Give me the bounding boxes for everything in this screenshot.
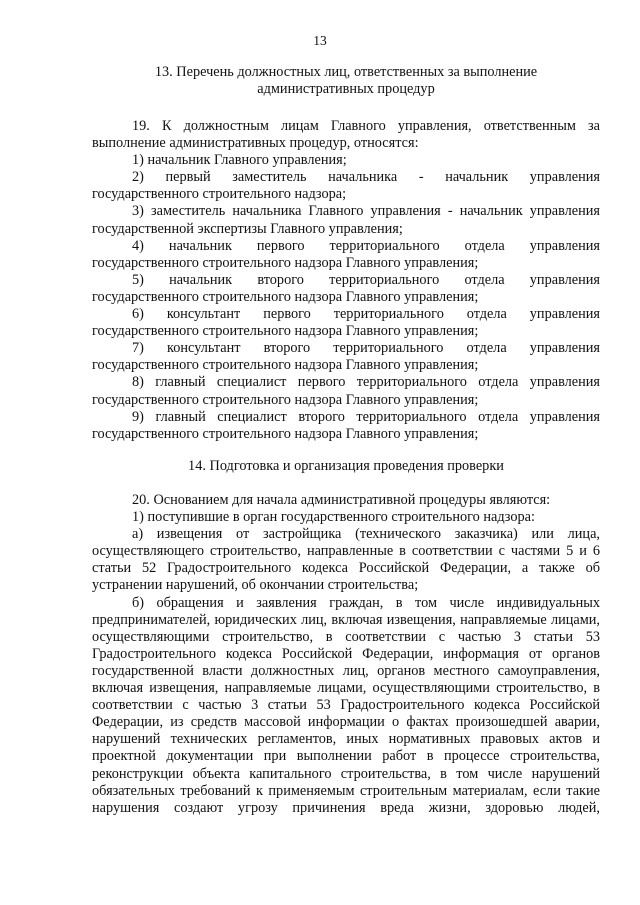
paragraph-20: 20. Основанием для начала административной процедуры являются:: [132, 492, 551, 508]
list-item-7: 7) консультант второго территориального отдела управления государственного строительного надзора Главного управления;: [92, 340, 600, 374]
list-item-6: 6) консультант первого территориального отдела управления государственного строительного надзора Главного управления;: [92, 306, 600, 340]
section-13-title-line2: административных процедур: [257, 81, 435, 97]
paragraph-19: 19. К должностным лицам Главного управления, ответственным за выполнение административных процедур, относятся:: [92, 118, 600, 152]
list-item-9: 9) главный специалист второго территориального отдела управления государственного строительного надзора Главного управления;: [92, 408, 600, 442]
section-14-heading: 14. Подготовка и организация проведения проверки: [188, 458, 504, 474]
list-item-5: 5) начальник второго территориального отдела управления государственного строительного надзора Главного управления;: [92, 271, 600, 305]
section-14-body: [92, 492, 600, 817]
section-13-body: [92, 118, 600, 443]
subitem-b: б) обращения и заявления граждан, в том числе индивидуальных предпринимателей, юридических лиц, включая извещения, направляемые лицами, осуществляющими строительство, в соответствии с частью 3 статьи 53 Градостроительного кодекса Российской Федерации, информация от органов государственной власти должностных лиц, органов местного самоуправления, включая извещения, направляемые лицами, осуществляющими строительство, в соответствии с частью 3 статьи 53 Градостроительного кодекса Российской Федерации, из средств массовой информации о фактах произошедшей аварии, нарушений технических регламентов, иных нормативных правовых актов и проектной документации при выполнении работ в процессе строительства, реконструкции объекта капитального строительства, в том числе нарушений обязательных требований к применяемым строительным материалам, если такие нарушения создают угрозу причинения вреда жизни, здоровью людей,: [92, 594, 600, 816]
page-number: 13: [313, 33, 327, 48]
list-item-3: 3) заместитель начальника Главного управления - начальник управления государственной экспертизы Главного управления;: [92, 203, 600, 237]
list-item-8: 8) главный специалист первого территориального отдела управления государственного строительного надзора Главного управления;: [92, 374, 600, 408]
section-13-heading: [92, 64, 600, 98]
list-item-2: 2) первый заместитель начальника - начальник управления государственного строительного надзора;: [92, 169, 600, 203]
section-13-title-line1: 13. Перечень должностных лиц, ответственных за выполнение: [154, 64, 538, 80]
subitem-1: 1) поступившие в орган государственного строительного надзора:: [132, 509, 535, 526]
subitem-a: а) извещения от застройщика (технического заказчика) или лица, осуществляющего строительство, направленные в соответствии с частями 5 и 6 статьи 52 Градостроительного кодекса Российской Федерации, а также об устранении нарушений, об окончании строительства;: [92, 526, 600, 594]
list-item-1: 1) начальник Главного управления;: [132, 152, 347, 169]
list-item-4: 4) начальник первого территориального отдела управления государственного строительного надзора Главного управления;: [92, 237, 600, 271]
